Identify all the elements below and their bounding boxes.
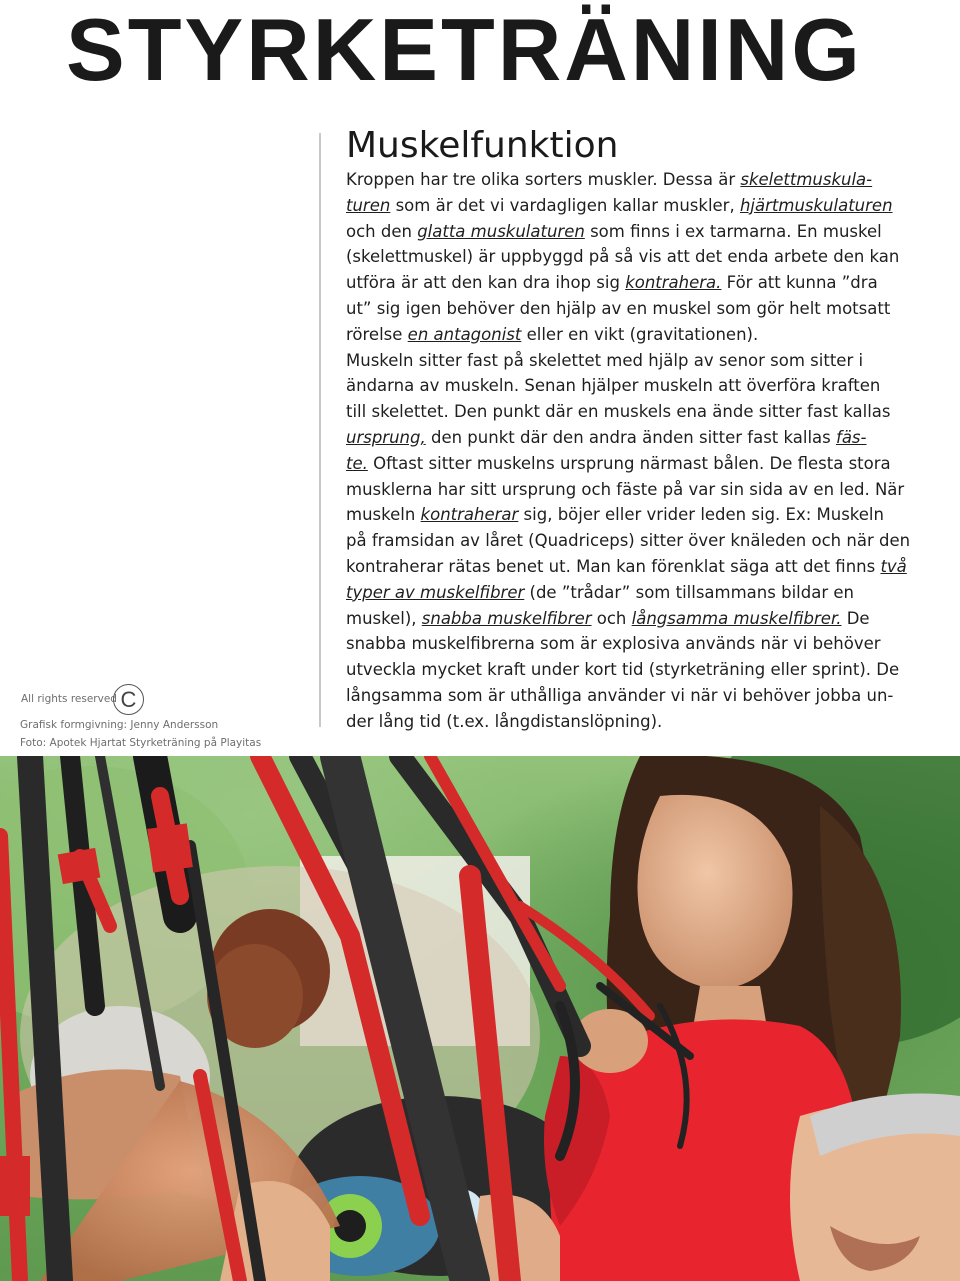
- body-line: [346, 683, 906, 709]
- body-line: [346, 322, 906, 348]
- body-text-segment: Oftast sitter muskelns ursprung närmast bålen. De flesta stora: [367, 453, 891, 473]
- glossary-term: typer av muskelfibrer: [346, 582, 525, 602]
- body-text-segment: utföra är att den kan dra ihop sig: [346, 273, 626, 293]
- body-text-segment: (skelettmuskel) är uppbyggd på så vis att det enda arbete den kan: [346, 247, 900, 267]
- section-heading: Muskelfunktion: [346, 125, 619, 166]
- vertical-divider: [319, 133, 321, 727]
- body-text-segment: Muskeln sitter fast på skelettet med hjälp av senor som sitter i: [346, 350, 864, 370]
- body-text-segment: ut” sig igen behöver den hjälp av en muskel som gör helt motsatt: [346, 298, 891, 318]
- rights-row: [20, 684, 310, 716]
- body-text-segment: De: [841, 608, 870, 628]
- body-line: [346, 167, 906, 193]
- body-line: [346, 528, 911, 554]
- body-line: [346, 348, 906, 374]
- body-line: [346, 399, 906, 425]
- glossary-term: glatta muskulaturen: [417, 221, 585, 241]
- glossary-term: kontrahera.: [625, 273, 722, 293]
- glossary-term: hjärtmuskulaturen: [739, 195, 893, 215]
- body-line: [346, 709, 906, 735]
- training-photo-illustration: [0, 756, 960, 1281]
- design-credit: Grafisk formgivning: Jenny Andersson: [20, 719, 219, 731]
- glossary-term: te.: [346, 453, 368, 473]
- body-text-segment: långsamma som är uthålliga använder vi när vi behöver jobba un-: [346, 685, 894, 705]
- glossary-term: kontraherar: [420, 505, 519, 525]
- glossary-term: två: [880, 556, 907, 576]
- body-line: [346, 296, 906, 322]
- body-text-segment: der lång tid (t.ex. långdistanslöpning).: [346, 711, 663, 731]
- copyright-icon: C: [113, 684, 144, 715]
- body-text-segment: Kroppen har tre olika sorters muskler. Dessa är: [346, 170, 741, 189]
- glossary-term: snabba muskelfibrer: [421, 608, 592, 628]
- training-photo: [0, 756, 960, 1281]
- body-text-segment: på framsidan av låret (Quadriceps) sitter över knäleden och när den: [346, 531, 911, 551]
- glossary-term: turen: [346, 195, 391, 215]
- glossary-term: fäs-: [836, 427, 867, 447]
- body-line: [346, 244, 906, 270]
- body-text: [346, 167, 911, 735]
- body-text-segment: För att kunna ”dra: [721, 273, 878, 293]
- glossary-term: skelettmuskula-: [740, 170, 873, 189]
- body-line: [346, 580, 906, 606]
- body-text-segment: rörelse: [346, 324, 408, 344]
- body-line: [346, 193, 906, 219]
- body-text-segment: till skelettet. Den punkt där en muskels ena ände sitter fast kallas: [346, 402, 891, 422]
- body-line: [346, 425, 906, 451]
- body-text-segment: musklerna har sitt ursprung och fäste på var sin sida av en led. När: [346, 479, 905, 499]
- body-text-segment: eller en vikt (gravitationen).: [521, 324, 759, 344]
- body-line: [346, 219, 906, 245]
- body-text-segment: och: [591, 608, 632, 628]
- body-line: [346, 657, 906, 683]
- body-text-segment: sig, böjer eller vrider leden sig. Ex: Muskeln: [518, 505, 884, 525]
- page-title: STYRKETRÄNING: [66, 0, 863, 99]
- body-text-segment: snabba muskelfibrerna som är explosiva används när vi behöver: [346, 634, 881, 654]
- glossary-term: långsamma muskelfibrer.: [631, 608, 842, 628]
- body-line: [346, 270, 906, 296]
- body-text-segment: utveckla mycket kraft under kort tid (styrketräning eller sprint). De: [346, 660, 900, 680]
- body-line: [346, 451, 906, 477]
- body-line: [346, 477, 906, 503]
- rights-reserved-text: All rights reserved: [21, 693, 117, 705]
- body-text-segment: den punkt där den andra änden sitter fast kallas: [425, 427, 837, 447]
- body-text-segment: muskeln: [346, 505, 421, 525]
- body-line: [346, 502, 906, 528]
- body-line: [346, 631, 906, 657]
- credits-block: [20, 684, 310, 752]
- photo-credit: Foto: Apotek Hjartat Styrketräning på Playitas: [20, 737, 262, 749]
- body-line: [346, 554, 906, 580]
- body-text-segment: muskel),: [346, 608, 422, 628]
- glossary-term: ursprung,: [346, 427, 426, 447]
- body-line: [346, 373, 906, 399]
- body-text-segment: ändarna av muskeln. Senan hjälper muskeln att överföra kraften: [346, 376, 881, 396]
- body-text-segment: som finns i ex tarmarna. En muskel: [584, 221, 882, 241]
- body-text-segment: som är det vi vardagligen kallar muskler,: [390, 195, 740, 215]
- body-text-segment: (de ”trådar” som tillsammans bildar en: [524, 582, 854, 602]
- body-line: [346, 606, 906, 632]
- body-text-segment: kontraherar rätas benet ut. Man kan förenklat säga att det finns: [346, 556, 881, 576]
- glossary-term: en antagonist: [407, 324, 522, 344]
- body-text-segment: och den: [346, 221, 418, 241]
